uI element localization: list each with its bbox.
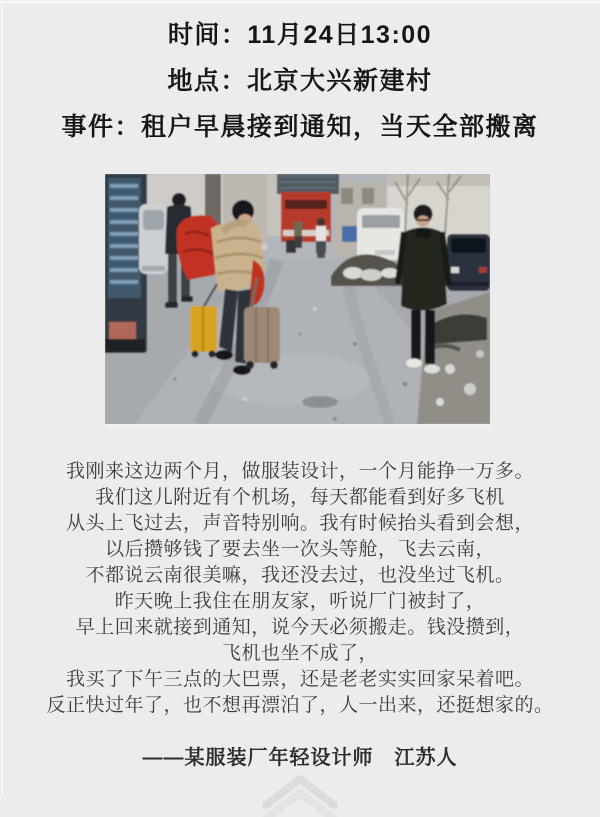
street-photo-illustration <box>105 174 490 424</box>
quote-line: 我买了下午三点的大巴票，还是老老实实回家呆着吧。 <box>65 669 534 690</box>
quote-paragraph <box>0 459 600 719</box>
quote-line: 我刚来这边两个月，做服装设计，一个月能挣一万多。 <box>65 461 534 482</box>
quote-line: 从头上飞过去，声音特别响。我有时候抬头看到会想， <box>65 513 534 534</box>
header-line-event: 事件：租户早晨接到通知，当天全部搬离 <box>61 113 539 141</box>
quote-line: 飞机也坐不成了， <box>221 643 378 664</box>
quote-line: 不都说云南很美嘛，我还没去过，也没坐过飞机。 <box>85 565 515 586</box>
quote-line: 反正快过年了，也不想再漂泊了，人一出来，还挺想家的。 <box>46 695 554 716</box>
quote-line: 昨天晚上我住在朋友家，听说厂门被封了， <box>114 591 486 612</box>
left-hairline-divider <box>1 0 3 797</box>
quote-line: 早上回来就接到通知，说今天必须搬走。钱没攒到， <box>75 617 525 638</box>
header-line-time: 时间：11月24日13:00 <box>167 21 433 49</box>
quote-line: 以后攒够钱了要去坐一次头等舱，飞去云南， <box>104 539 495 560</box>
attribution-text: ——某服装厂年轻设计师 江苏人 <box>142 747 458 769</box>
scroll-up-chevron-icon <box>252 773 348 817</box>
header <box>0 0 600 150</box>
header-line-location: 地点：北京大兴新建村 <box>167 67 433 95</box>
street-photo <box>105 174 490 427</box>
top-hairline-divider <box>0 1 600 3</box>
quote-line: 我们这儿附近有个机场，每天都能看到好多飞机 <box>95 487 505 508</box>
